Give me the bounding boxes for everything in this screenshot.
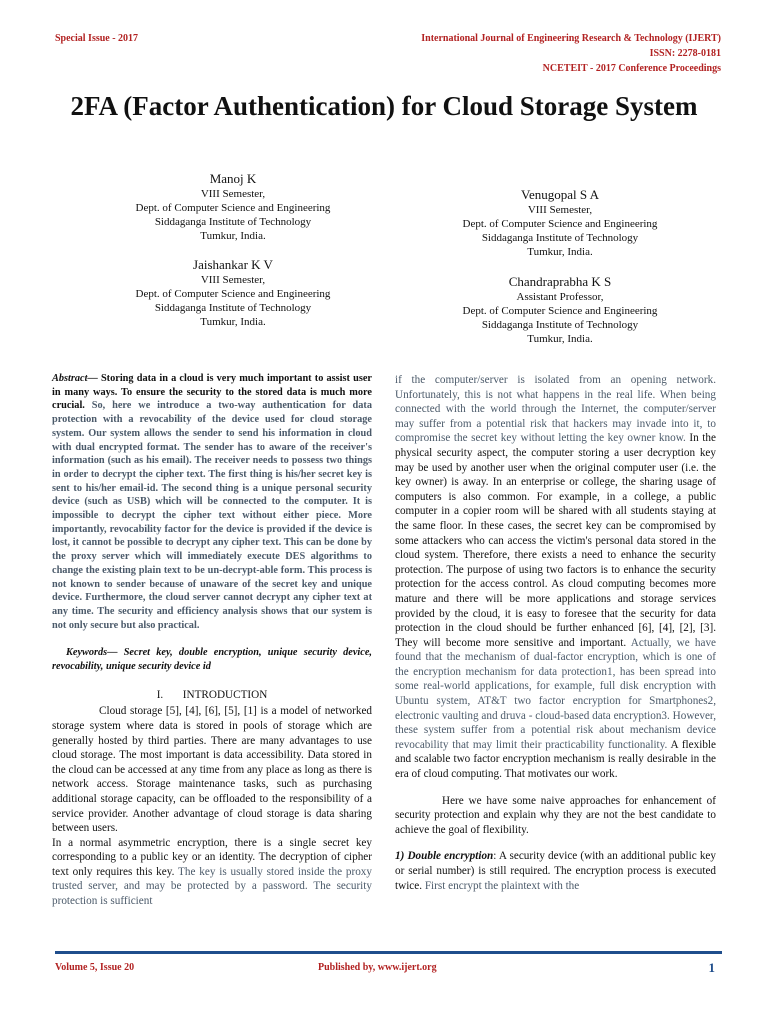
paragraph-text: if the computer/server is isolated from an opening network. Unfortunately, this is not what happens in the real life. When being connected with the world through the Internet, the computer/server may suffer from a potential risk that hackers may invade into it, to compromise the secret key without letting the key owner know. <box>395 374 716 445</box>
author-affil: Tumkur, India. <box>527 246 593 258</box>
author-affil: Dept. of Computer Science and Engineering <box>462 218 658 230</box>
right-column <box>395 373 716 893</box>
author-block <box>68 170 398 243</box>
paragraph-text: In a normal asymmetric encryption, there is a single secret key corresponding to a public key or an identity. The decryption of cipher text only requires this key. <box>52 836 372 878</box>
author-affil: VIII Semester, <box>527 204 593 216</box>
author-affil: Tumkur, India. <box>200 230 266 242</box>
author-affil: Tumkur, India. <box>527 333 593 345</box>
paragraph-text: In the physical security aspect, the computer storing a user decryption key may be used by another user when the original computer user (i.e. the key owner) is away. In an enterprise or college, the sharing usage of computers is also common. For example, in a college, a public computer in a copier room will be shared with all students staying at the same floor. In these cases, the secret key can be compromised by some attackers who can access the victim's personal data stored in the cloud system. Therefore, there exists a need to enhance the security protection. The purpose of using two factors is to enhance the security protection for the access control. As cloud computing becomes more mature and there will be more applications and storage services provided by the cloud, it is easy to foresee that the security for data protection in the cloud should be further enhanced [6], [4], [2], [3]. They will become more sensitive and important. <box>395 432 716 649</box>
author-affil: Dept. of Computer Science and Engineering <box>135 288 331 300</box>
author-affil: Siddaganga Institute of Technology <box>481 319 639 331</box>
author-block <box>395 273 725 346</box>
abstract <box>52 372 372 632</box>
left-column <box>52 372 372 909</box>
author-name: Chandraprabha K S <box>508 274 612 289</box>
author-name: Jaishankar K V <box>193 257 273 272</box>
paragraph-text: Actually, we have found that the mechanism of dual-factor encryption, which is one of the encryption mechanism for data protection1, has been spread into some real-world applications, for example, full disk encryption with Ubuntu system, AT&T two factor encryption for Smartphones2, electronic vaulting and druva - cloud-based data encryption3. However, these system suffer from a potential risk about mechanism device revocability that may limit their practicability functionality. <box>395 636 717 751</box>
author-affil: Siddaganga Institute of Technology <box>481 232 639 244</box>
author-affil: VIII Semester, <box>200 188 266 200</box>
abstract-text: Storing data in a cloud is very much important to assist user in many ways. To ensure the security to the stored data is much more crucial. <box>52 373 372 412</box>
author-affil: Siddaganga Institute of Technology <box>154 216 312 228</box>
header-issn: ISSN: 2278-0181 <box>649 48 721 59</box>
keywords: Keywords— Secret key, double encryption, unique security device, revocability, unique security device id <box>52 647 372 673</box>
paragraph <box>395 849 716 893</box>
footer-publisher: Published by, www.ijert.org <box>318 962 437 973</box>
paragraph <box>395 373 716 782</box>
paragraph: Here we have some naive approaches for enhancement of security protection and explain why they are not the best candidate to achieve the goal of flexibility. <box>395 794 716 836</box>
author-affil: VIII Semester, <box>200 274 266 286</box>
author-affil: Assistant Professor, <box>516 291 604 303</box>
footer-rule <box>55 951 722 954</box>
header-conference: NCETEIT - 2017 Conference Proceedings <box>542 63 721 74</box>
footer-volume: Volume 5, Issue 20 <box>55 962 135 973</box>
paragraph-text: : A security device (with an additional public key or serial number) is still required. The encryption process is executed twice. <box>395 850 716 892</box>
subsection-label: 1) Double encryption <box>395 850 494 863</box>
paragraph-text: The key is usually stored inside the proxy trusted server, and may be protected by a password. The security protection is sufficient <box>52 865 372 908</box>
paragraph-text: A flexible and scalable two factor encryption mechanism is really desirable in the era of cloud computing. That motivates our work. <box>395 738 716 781</box>
page-number: 1 <box>708 960 715 975</box>
header-issue: Special Issue - 2017 <box>55 33 139 44</box>
abstract-label: Abstract— <box>52 373 98 384</box>
author-affil: Dept. of Computer Science and Engineering <box>135 202 331 214</box>
author-block <box>68 256 398 329</box>
author-affil: Dept. of Computer Science and Engineering <box>462 305 658 317</box>
author-name: Venugopal S A <box>521 187 599 202</box>
header-journal: International Journal of Engineering Research & Technology (IJERT) <box>421 33 721 44</box>
author-affil: Siddaganga Institute of Technology <box>154 302 312 314</box>
paragraph: Cloud storage [5], [4], [6], [5], [1] is a model of networked storage system where data is stored in pools of storage which are generally hosted by third parties. There are many advantages to use cloud storage. The most important is data accessibility. Data stored in the cloud can be accessed at any time from any place as long as there is network access. Storage maintenance tasks, such as purchasing additional storage capacity, can be offloaded to the responsibility of a service provider. Another advantage of cloud storage is data sharing between users. <box>52 705 372 835</box>
paragraph-text: First encrypt the plaintext with the <box>422 879 580 892</box>
author-block <box>395 186 725 259</box>
paper-title: 2FA (Factor Authentication) for Cloud Storage System <box>70 91 698 121</box>
section-heading: I. INTRODUCTION <box>156 688 268 701</box>
author-affil: Tumkur, India. <box>200 316 266 328</box>
author-name: Manoj K <box>209 171 257 186</box>
abstract-text: So, here we introduce a two-way authentication for data protection with a revocability of the device used for cloud storage system. Our system allows the sender to send his information in cloud with dual encrypted format. The sender has to aware of the receiver's information (such as his email). The receiver needs to possess two things in order to decrypt the cipher text. The first thing is his/her secret key is sent to his/her email-id. The second thing is a unique personal security device (such as USB) which will be connected to the computer. It is impossible to decrypt the cipher text without either piece. More importantly, revocability factor for the device is provided if the device is lost, it cannot be possible to decrypt any cipher text. This can be done by the proxy server which will immediately execute DES algorithms to change the existing plain text to be un-decrypt-able form. This process is not known to sender because of unaware of the secret key and unique device. Furthermore, the cloud server cannot decrypt any cipher text at any time. The security and efficiency analysis shows that our system is not only secure but also practical. <box>52 400 372 631</box>
paragraph <box>52 836 372 909</box>
